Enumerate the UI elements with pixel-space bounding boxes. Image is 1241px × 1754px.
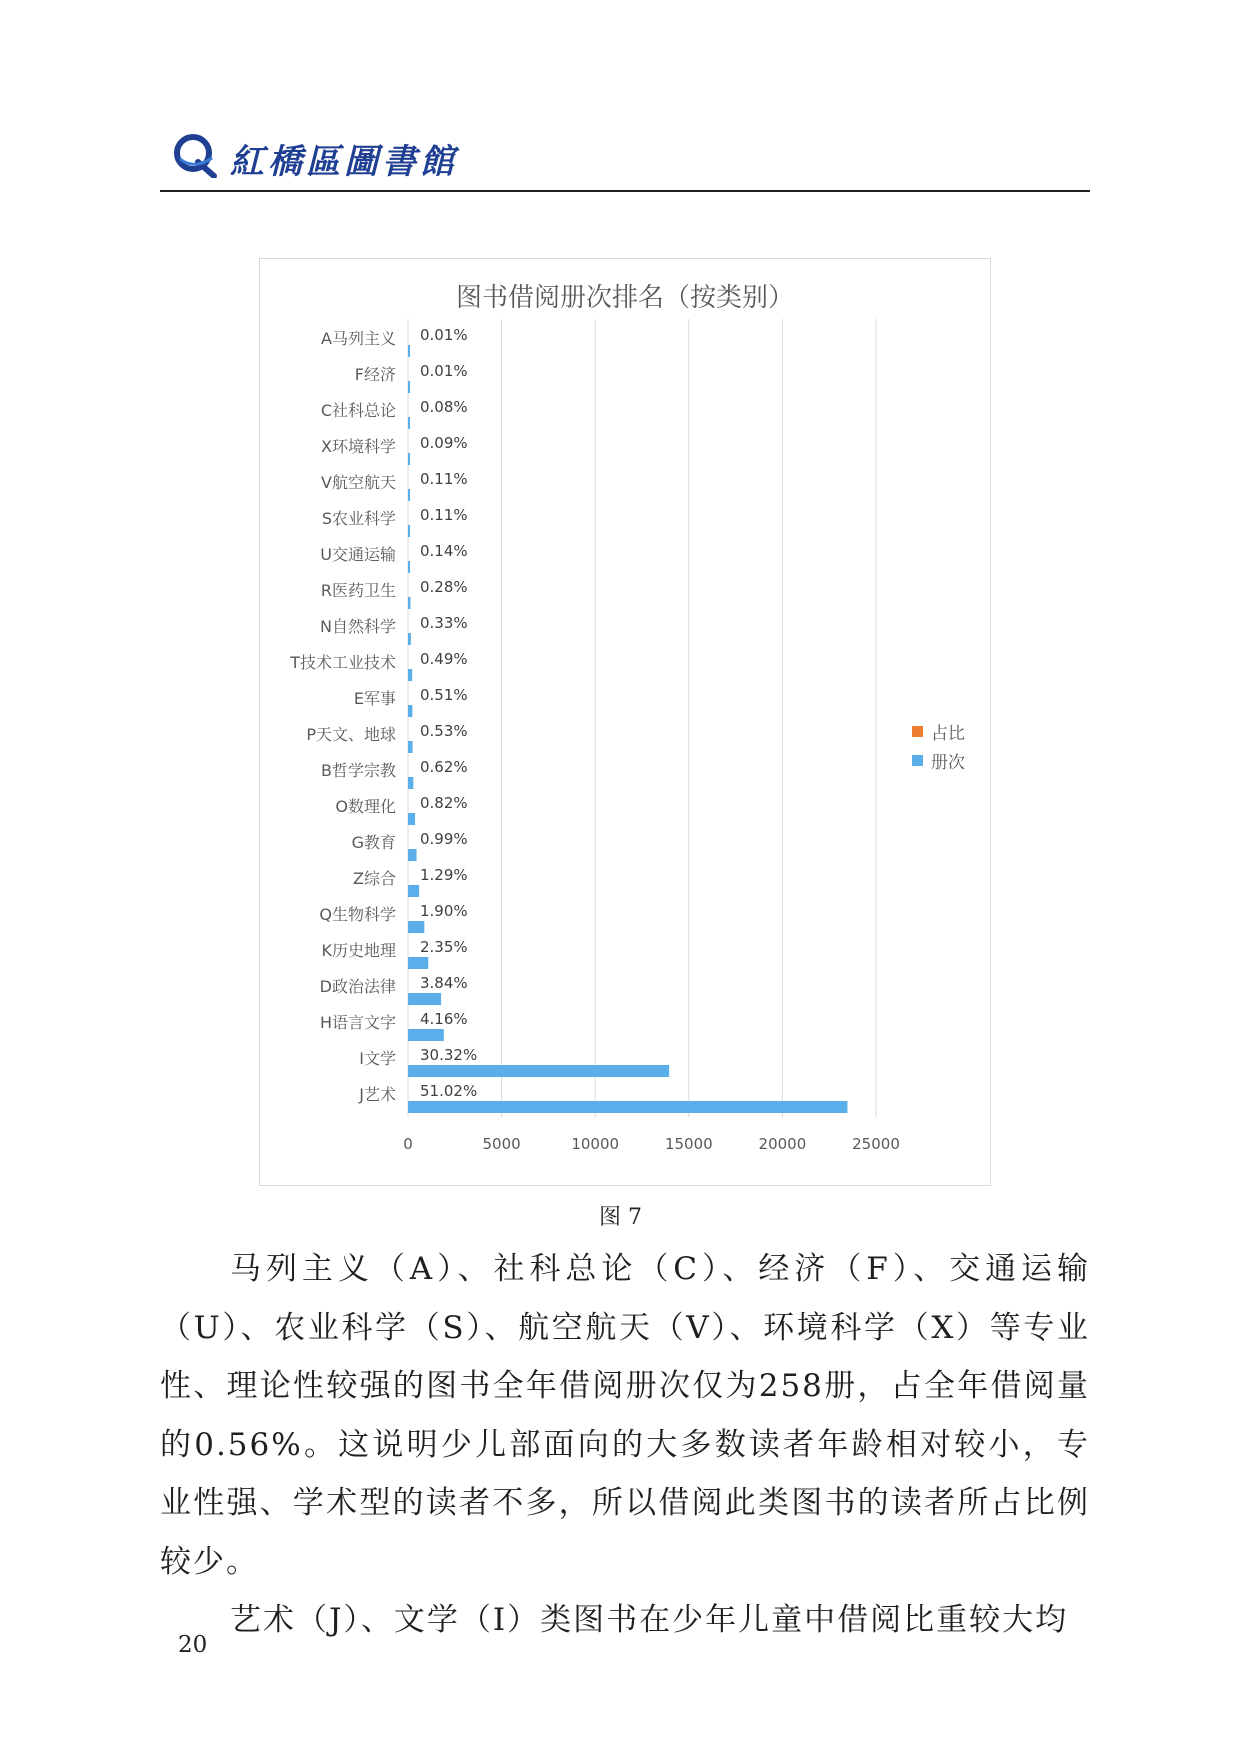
bar	[408, 849, 417, 861]
data-label: 2.35%	[420, 938, 468, 956]
category-label: B哲学宗教	[321, 761, 396, 780]
bar	[408, 1065, 669, 1077]
data-label: 0.82%	[420, 794, 468, 812]
bar	[408, 741, 413, 753]
category-label: S农业科学	[321, 509, 396, 528]
chart-legend	[912, 717, 965, 775]
data-label: 0.08%	[420, 398, 468, 416]
category-label: E军事	[353, 689, 396, 708]
bar	[408, 813, 415, 825]
x-tick-label: 5000	[482, 1135, 521, 1153]
bar	[408, 921, 424, 933]
page-number: 20	[178, 1632, 208, 1658]
data-label: 0.28%	[420, 578, 468, 596]
bar	[408, 993, 441, 1005]
x-tick-label: 10000	[571, 1135, 620, 1153]
x-tick-label: 25000	[852, 1135, 900, 1153]
data-label: 0.62%	[420, 758, 468, 776]
category-label: J艺术	[359, 1085, 396, 1104]
bar	[408, 705, 412, 717]
bar	[408, 1101, 847, 1113]
category-label: I文学	[359, 1049, 396, 1068]
data-label: 0.01%	[420, 362, 468, 380]
data-label: 3.84%	[420, 974, 468, 992]
library-logo-icon	[172, 132, 218, 178]
data-label: 0.53%	[420, 722, 468, 740]
library-name: 紅橋區圖書館	[230, 142, 458, 182]
paragraph: 艺术（J）、文学（I）类图书在少年儿童中借阅比重较大均	[230, 1602, 1069, 1638]
legend-item	[912, 746, 965, 775]
category-label: T技术工业技术	[290, 653, 396, 672]
data-label: 1.90%	[420, 902, 468, 920]
chart-title: 图书借阅册次排名（按类别）	[455, 283, 794, 313]
data-label: 30.32%	[420, 1046, 478, 1064]
category-label: A马列主义	[321, 329, 396, 348]
category-label: P天文、地球	[306, 725, 396, 744]
data-label: 4.16%	[420, 1010, 468, 1028]
bar	[408, 1029, 444, 1041]
legend-item	[912, 717, 965, 746]
category-label: Q生物科学	[319, 905, 396, 924]
bar	[408, 345, 410, 357]
data-label: 0.09%	[420, 434, 468, 452]
legend-label: 册次	[931, 753, 965, 773]
bar	[408, 525, 410, 537]
header-divider	[160, 190, 1090, 192]
category-label: F经济	[354, 365, 396, 384]
x-tick-label: 15000	[664, 1135, 713, 1153]
category-label: N自然科学	[320, 617, 396, 636]
category-label: K历史地理	[321, 941, 396, 960]
data-label: 0.49%	[420, 650, 468, 668]
bar	[408, 885, 419, 897]
bar	[408, 597, 410, 609]
x-tick-label: 20000	[758, 1135, 807, 1153]
bar	[408, 417, 410, 429]
bar	[408, 669, 412, 681]
data-label: 1.29%	[420, 866, 468, 884]
category-label: O数理化	[335, 797, 396, 816]
data-label: 0.99%	[420, 830, 468, 848]
bar	[408, 453, 410, 465]
data-label: 0.01%	[420, 326, 468, 344]
bar	[408, 381, 410, 393]
legend-label: 占比	[931, 724, 965, 744]
bar	[408, 561, 410, 573]
category-label: G教育	[351, 833, 396, 852]
chart-container	[259, 258, 991, 1186]
data-label: 0.14%	[420, 542, 468, 560]
body-text	[160, 1240, 1090, 1650]
figure-caption: 图 7	[599, 1205, 642, 1230]
category-label: U交通运输	[320, 545, 396, 564]
category-label: D政治法律	[319, 977, 396, 996]
data-label: 0.11%	[420, 470, 468, 488]
category-label: V航空航天	[321, 473, 396, 492]
data-label: 0.33%	[420, 614, 468, 632]
bar	[408, 957, 428, 969]
paragraph: 马列主义（A）、社科总论（C）、经济（F）、交通运输（U）、农业科学（S）、航空航天（V）、环境科学（X）等专业性、理论性较强的图书全年借阅册次仅为258册，占全年借阅量的0.56%。这说明少儿部面向的大多数读者年龄相对较小，专业性强、学术型的读者不多，所以借阅此类图书的读者所占比例较少。	[160, 1251, 1090, 1580]
category-label: C社科总论	[320, 401, 396, 420]
category-label: Z综合	[353, 869, 396, 888]
category-label: H语言文字	[319, 1013, 396, 1032]
category-label: R医药卫生	[320, 581, 396, 600]
bar	[408, 489, 410, 501]
data-label: 0.51%	[420, 686, 468, 704]
bar-chart	[260, 259, 990, 1185]
legend-swatch	[912, 726, 923, 737]
legend-swatch	[912, 755, 923, 766]
data-label: 51.02%	[420, 1082, 478, 1100]
page-header	[160, 120, 1090, 190]
data-label: 0.11%	[420, 506, 468, 524]
x-tick-label: 0	[403, 1135, 413, 1153]
bar	[408, 633, 411, 645]
bar	[408, 777, 413, 789]
category-label: X环境科学	[321, 437, 396, 456]
